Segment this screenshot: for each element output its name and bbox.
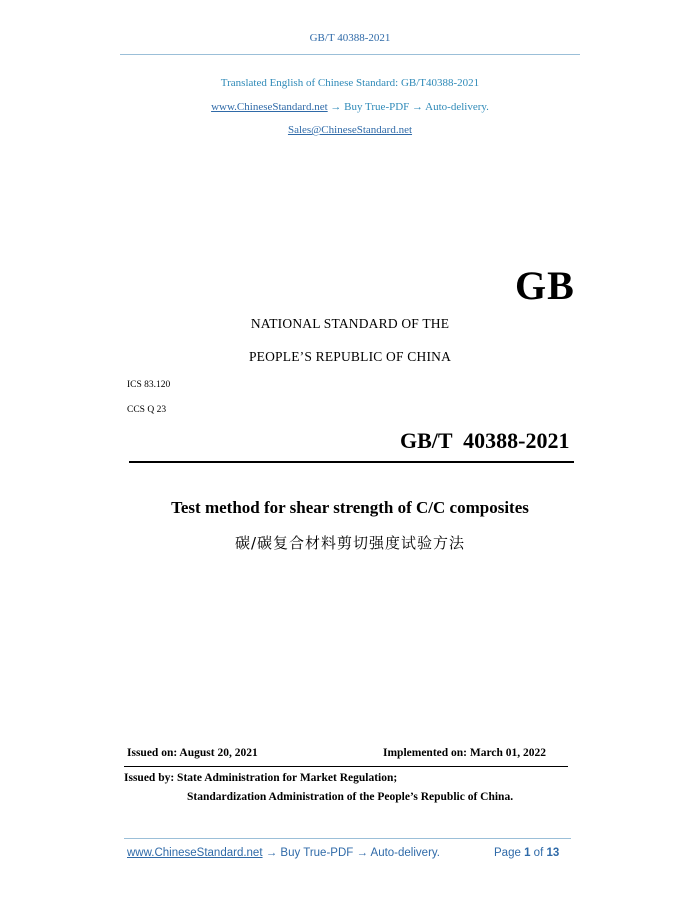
promo-email-line [0, 124, 700, 136]
translation-notice: Translated English of Chinese Standard: GB/T40388-2021 [220, 77, 480, 89]
title-chinese: 碳/碳复合材料剪切强度试验方法 [234, 534, 466, 552]
promo-buy-text: → Buy True-PDF → Auto-delivery. [330, 101, 489, 113]
page-word: Page [494, 847, 521, 859]
page-total: 13 [546, 847, 560, 859]
national-standard-line-2: PEOPLE’S REPUBLIC OF CHINA [248, 349, 452, 364]
implemented-on: Implemented on: March 01, 2022 [383, 747, 547, 759]
header-divider [120, 54, 580, 55]
title-english: Test method for shear strength of C/C composites [171, 498, 529, 517]
ics-code: ICS 83.120 [127, 380, 171, 390]
promo-site-link[interactable]: www.ChineseStandard.net [211, 101, 328, 113]
page-of: of [533, 847, 544, 859]
gb-mark: GB [515, 263, 575, 308]
page-current: 1 [524, 847, 531, 859]
ccs-code: CCS Q 23 [127, 405, 167, 415]
issued-by-line-1: Issued by: State Administration for Market Regulation; [124, 772, 398, 784]
national-standard-line-1: NATIONAL STANDARD OF THE [250, 316, 450, 331]
promo-email-link[interactable]: Sales@ChineseStandard.net [287, 124, 413, 136]
issued-on: Issued on: August 20, 2021 [127, 747, 258, 759]
page-indicator [494, 847, 559, 859]
issuance-divider [124, 766, 568, 767]
issued-by-line-2: Standardization Administration of the People’s Republic of China. [187, 791, 514, 803]
promo-line [0, 101, 700, 113]
header-standard-code: GB/T 40388-2021 [309, 32, 391, 44]
footer-divider [124, 838, 571, 839]
footer-buy-text: → Buy True-PDF → Auto-delivery. [262, 847, 440, 859]
footer-promo [127, 847, 440, 859]
title-divider [129, 461, 574, 463]
standard-number: GB/T 40388-2021 [400, 428, 570, 453]
footer-site-link[interactable]: www.ChineseStandard.net [127, 847, 263, 859]
